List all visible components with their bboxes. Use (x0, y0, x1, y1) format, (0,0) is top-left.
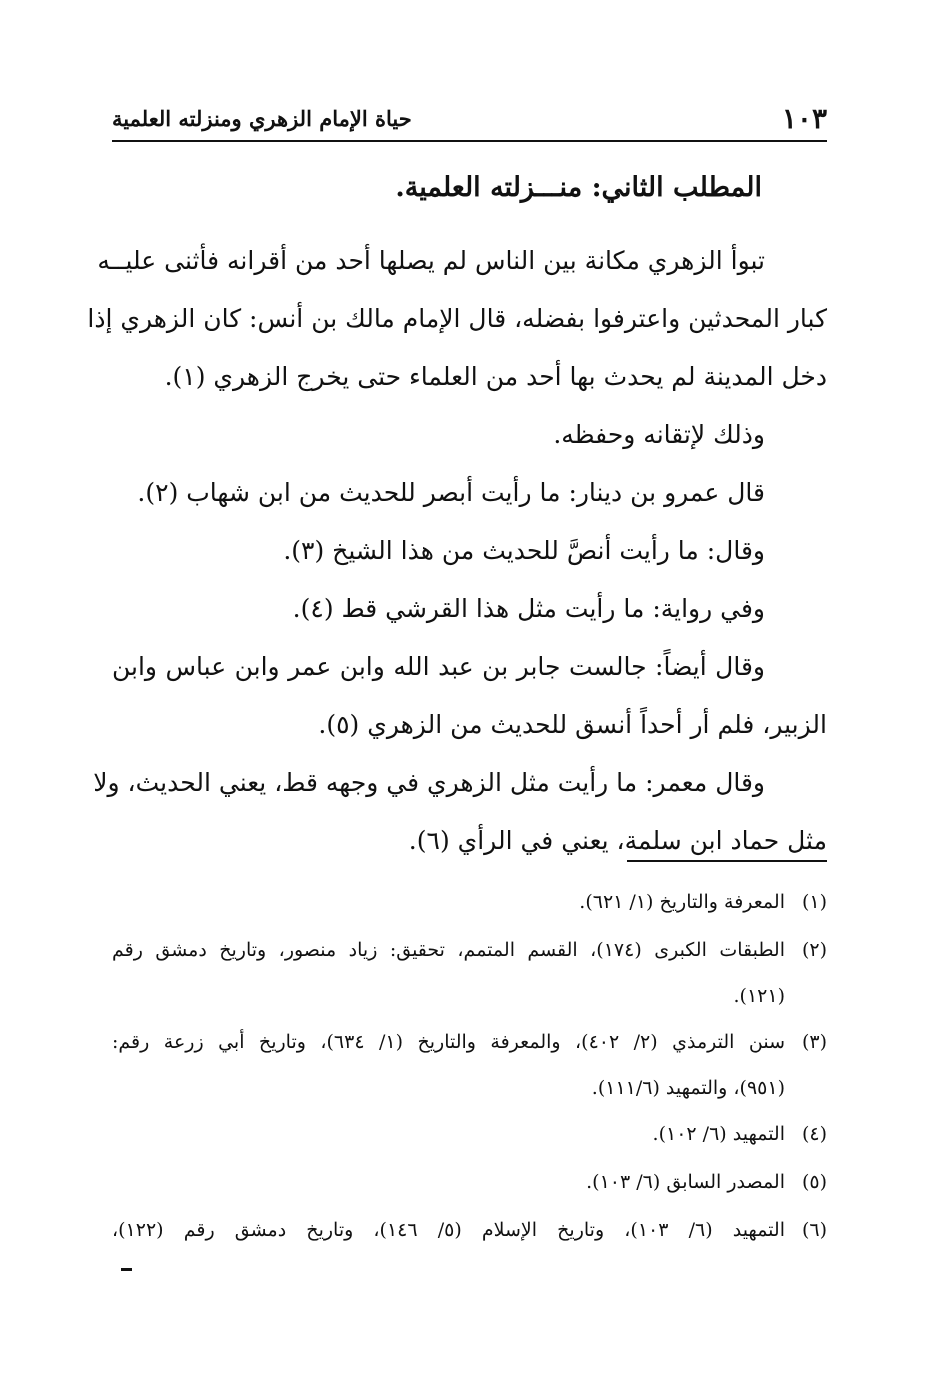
body-text (87, 232, 827, 870)
footnote-mark: (٢) (801, 939, 827, 961)
footnote-separator (627, 860, 827, 862)
paragraph-line: وفي رواية: ما رأيت مثل هذا القرشي قط (٤). (292, 594, 765, 623)
paragraph-line: وقال أيضاً: جالست جابر بن عبد الله وابن عمر وابن عباس وابن (112, 652, 765, 681)
footnote-mark: (١) (801, 891, 827, 913)
footnote-mark: (٦) (801, 1219, 827, 1241)
footnote-mark: (٤) (801, 1123, 827, 1145)
footnote-4 (112, 1110, 827, 1158)
footnote-5 (112, 1158, 827, 1206)
paragraph-line: وذلك لإتقانه وحفظه. (553, 420, 765, 449)
page-header (112, 98, 827, 142)
footnote-text: التمهيد (٦/ ١٠٣)، وتاريخ الإسلام (٥/ ١٤٦)، وتاريخ دمشق رقم (١٢٢)، (112, 1219, 785, 1241)
footnote-continuation: (١٢١). (733, 985, 785, 1007)
footnote-2 (112, 926, 827, 1018)
footnote-text: المعرفة والتاريخ (١/ ٦٢١). (579, 891, 785, 913)
footnote-text: سنن الترمذي (٢/ ٤٠٢)، والمعرفة والتاريخ (١/ ٦٣٤)، وتاريخ أبي زرعة رقم: (112, 1031, 785, 1053)
paragraph-line: وقال معمر: ما رأيت مثل الزهري في وجهه قط، يعني الحديث، ولا (93, 768, 765, 797)
paragraph-line: قال عمرو بن دينار: ما رأيت أبصر للحديث من ابن شهاب (٢). (137, 478, 765, 507)
continuation-dash (121, 1268, 132, 1271)
footnote-text: التمهيد (٦/ ١٠٢). (652, 1123, 785, 1145)
footnote-6 (112, 1206, 827, 1254)
footnote-1 (112, 878, 827, 926)
footnote-mark: (٣) (801, 1031, 827, 1053)
running-title: حياة الإمام الزهري ومنزلته العلمية (112, 106, 412, 131)
paragraph-line: وقال: ما رأيت أنصَّ للحديث من هذا الشيخ (٣). (283, 536, 765, 565)
footnote-mark: (٥) (801, 1171, 827, 1193)
paragraph-line: كبار المحدثين واعترفوا بفضله، قال الإمام مالك بن أنس: كان الزهري إذا (87, 304, 827, 333)
paragraph-line: تبوأ الزهري مكانة بين الناس لم يصلها أحد من أقرانه فأثنى عليــه (97, 246, 765, 275)
section-title: المطلب الثاني: منـــزلته العلمية. (395, 172, 762, 203)
footnote-continuation: (٩٥١)، والتمهيد (١١١/٦). (591, 1077, 785, 1099)
paragraph-line: الزبير، فلم أر أحداً أنسق للحديث من الزهري (٥). (318, 710, 827, 739)
paragraph-line: مثل حماد ابن سلمة، يعني في الرأي (٦). (408, 826, 827, 855)
paragraph-line: دخل المدينة لم يحدث بها أحد من العلماء حتى يخرج الزهري (١). (164, 362, 827, 391)
footnote-text: المصدر السابق (٦/ ١٠٣). (586, 1171, 785, 1193)
footnotes (112, 878, 827, 1254)
page-number: ١٠٣ (781, 102, 827, 135)
footnote-text: الطبقات الكبرى (١٧٤)، القسم المتمم، تحقيق: زياد منصور، وتاريخ دمشق رقم (112, 939, 785, 961)
footnote-3 (112, 1018, 827, 1110)
